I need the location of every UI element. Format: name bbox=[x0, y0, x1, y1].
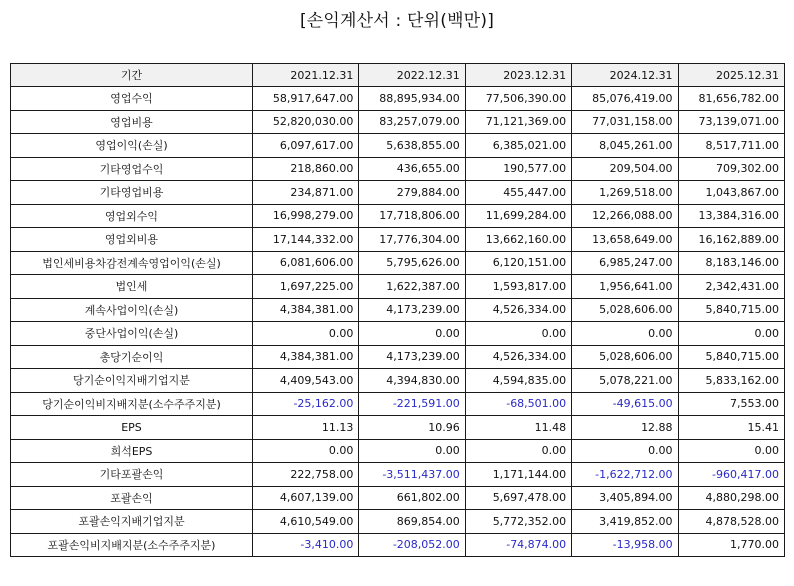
value-cell: 234,871.00 bbox=[253, 181, 359, 205]
page-title: [손익계산서 : 단위(백만)] bbox=[299, 11, 495, 31]
value-cell: 222,758.00 bbox=[253, 463, 359, 487]
value-cell: 455,447.00 bbox=[465, 181, 571, 205]
value-cell: 5,028,606.00 bbox=[572, 298, 678, 322]
table-row bbox=[11, 510, 785, 534]
value-cell: -74,874.00 bbox=[465, 533, 571, 557]
value-cell: 12.88 bbox=[572, 416, 678, 440]
value-cell: -68,501.00 bbox=[465, 392, 571, 416]
value-cell: 5,772,352.00 bbox=[465, 510, 571, 534]
row-label: 영업외비용 bbox=[11, 228, 253, 252]
row-label: 영업외수익 bbox=[11, 204, 253, 228]
row-label: 포괄손익비지배지분(소수주주지분) bbox=[11, 533, 253, 557]
value-cell: 4,384,381.00 bbox=[253, 298, 359, 322]
value-cell: 4,594,835.00 bbox=[465, 369, 571, 393]
value-cell: 436,655.00 bbox=[359, 157, 465, 181]
value-cell: 0.00 bbox=[359, 322, 465, 346]
row-label: 기타영업수익 bbox=[11, 157, 253, 181]
table-row bbox=[11, 463, 785, 487]
value-cell: 88,895,934.00 bbox=[359, 87, 465, 111]
value-cell: 0.00 bbox=[678, 322, 784, 346]
value-cell: 4,880,298.00 bbox=[678, 486, 784, 510]
row-label: 포괄손익 bbox=[11, 486, 253, 510]
row-label: EPS bbox=[11, 416, 253, 440]
income-statement-table bbox=[10, 63, 785, 557]
value-cell: 71,121,369.00 bbox=[465, 110, 571, 134]
value-cell: 2,342,431.00 bbox=[678, 275, 784, 299]
value-cell: 52,820,030.00 bbox=[253, 110, 359, 134]
value-cell: 0.00 bbox=[572, 322, 678, 346]
value-cell: 77,506,390.00 bbox=[465, 87, 571, 111]
value-cell: 16,162,889.00 bbox=[678, 228, 784, 252]
value-cell: 869,854.00 bbox=[359, 510, 465, 534]
value-cell: 4,409,543.00 bbox=[253, 369, 359, 393]
value-cell: 1,622,387.00 bbox=[359, 275, 465, 299]
row-label: 당기순이익지배기업지분 bbox=[11, 369, 253, 393]
row-label: 기타포괄손익 bbox=[11, 463, 253, 487]
value-cell: 4,878,528.00 bbox=[678, 510, 784, 534]
value-cell: 8,183,146.00 bbox=[678, 251, 784, 275]
value-cell: -13,958.00 bbox=[572, 533, 678, 557]
value-cell: 11.13 bbox=[253, 416, 359, 440]
table-row bbox=[11, 251, 785, 275]
value-cell: 6,385,021.00 bbox=[465, 134, 571, 158]
value-cell: 1,697,225.00 bbox=[253, 275, 359, 299]
value-cell: 190,577.00 bbox=[465, 157, 571, 181]
value-cell: 3,419,852.00 bbox=[572, 510, 678, 534]
value-cell: 83,257,079.00 bbox=[359, 110, 465, 134]
value-cell: 58,917,647.00 bbox=[253, 87, 359, 111]
value-cell: 77,031,158.00 bbox=[572, 110, 678, 134]
value-cell: 4,610,549.00 bbox=[253, 510, 359, 534]
value-cell: 6,097,617.00 bbox=[253, 134, 359, 158]
row-label: 기타영업비용 bbox=[11, 181, 253, 205]
table-row bbox=[11, 157, 785, 181]
row-label: 법인세 bbox=[11, 275, 253, 299]
table-row bbox=[11, 87, 785, 111]
year-header: 2021.12.31 bbox=[253, 64, 359, 87]
value-cell: 5,638,855.00 bbox=[359, 134, 465, 158]
value-cell: 6,120,151.00 bbox=[465, 251, 571, 275]
row-label: 계속사업이익(손실) bbox=[11, 298, 253, 322]
table-row bbox=[11, 110, 785, 134]
value-cell: 5,840,715.00 bbox=[678, 345, 784, 369]
table-row bbox=[11, 275, 785, 299]
value-cell: 6,985,247.00 bbox=[572, 251, 678, 275]
value-cell: 17,776,304.00 bbox=[359, 228, 465, 252]
value-cell: 16,998,279.00 bbox=[253, 204, 359, 228]
value-cell: 1,043,867.00 bbox=[678, 181, 784, 205]
value-cell: 5,795,626.00 bbox=[359, 251, 465, 275]
table-row bbox=[11, 439, 785, 463]
value-cell: 5,078,221.00 bbox=[572, 369, 678, 393]
header-row bbox=[11, 64, 785, 87]
value-cell: 5,840,715.00 bbox=[678, 298, 784, 322]
value-cell: 0.00 bbox=[572, 439, 678, 463]
value-cell: 6,081,606.00 bbox=[253, 251, 359, 275]
period-header: 기간 bbox=[11, 64, 253, 87]
value-cell: 13,384,316.00 bbox=[678, 204, 784, 228]
table-row bbox=[11, 322, 785, 346]
value-cell: 5,697,478.00 bbox=[465, 486, 571, 510]
row-label: 희석EPS bbox=[11, 439, 253, 463]
value-cell: 17,144,332.00 bbox=[253, 228, 359, 252]
value-cell: 15.41 bbox=[678, 416, 784, 440]
value-cell: 0.00 bbox=[359, 439, 465, 463]
value-cell: 709,302.00 bbox=[678, 157, 784, 181]
row-label: 영업이익(손실) bbox=[11, 134, 253, 158]
value-cell: 209,504.00 bbox=[572, 157, 678, 181]
value-cell: 17,718,806.00 bbox=[359, 204, 465, 228]
row-label: 중단사업이익(손실) bbox=[11, 322, 253, 346]
value-cell: 218,860.00 bbox=[253, 157, 359, 181]
value-cell: -49,615.00 bbox=[572, 392, 678, 416]
year-header: 2022.12.31 bbox=[359, 64, 465, 87]
table-row bbox=[11, 369, 785, 393]
value-cell: -960,417.00 bbox=[678, 463, 784, 487]
value-cell: 4,173,239.00 bbox=[359, 298, 465, 322]
year-header: 2025.12.31 bbox=[678, 64, 784, 87]
value-cell: -3,511,437.00 bbox=[359, 463, 465, 487]
value-cell: 8,045,261.00 bbox=[572, 134, 678, 158]
value-cell: 81,656,782.00 bbox=[678, 87, 784, 111]
value-cell: 3,405,894.00 bbox=[572, 486, 678, 510]
row-label: 총당기순이익 bbox=[11, 345, 253, 369]
value-cell: 0.00 bbox=[465, 439, 571, 463]
table-row bbox=[11, 486, 785, 510]
value-cell: 4,384,381.00 bbox=[253, 345, 359, 369]
value-cell: -208,052.00 bbox=[359, 533, 465, 557]
value-cell: -221,591.00 bbox=[359, 392, 465, 416]
value-cell: 5,028,606.00 bbox=[572, 345, 678, 369]
value-cell: 1,171,144.00 bbox=[465, 463, 571, 487]
row-label: 영업비용 bbox=[11, 110, 253, 134]
value-cell: 279,884.00 bbox=[359, 181, 465, 205]
value-cell: 1,956,641.00 bbox=[572, 275, 678, 299]
year-header: 2024.12.31 bbox=[572, 64, 678, 87]
table-row bbox=[11, 134, 785, 158]
value-cell: 12,266,088.00 bbox=[572, 204, 678, 228]
table-row bbox=[11, 533, 785, 557]
value-cell: 1,269,518.00 bbox=[572, 181, 678, 205]
table-row bbox=[11, 228, 785, 252]
value-cell: 1,770.00 bbox=[678, 533, 784, 557]
value-cell: 4,394,830.00 bbox=[359, 369, 465, 393]
row-label: 포괄손익지배기업지분 bbox=[11, 510, 253, 534]
value-cell: -25,162.00 bbox=[253, 392, 359, 416]
year-header: 2023.12.31 bbox=[465, 64, 571, 87]
row-label: 영업수익 bbox=[11, 87, 253, 111]
value-cell: 5,833,162.00 bbox=[678, 369, 784, 393]
value-cell: 11,699,284.00 bbox=[465, 204, 571, 228]
value-cell: -3,410.00 bbox=[253, 533, 359, 557]
value-cell: 0.00 bbox=[465, 322, 571, 346]
table-row bbox=[11, 392, 785, 416]
value-cell: 4,526,334.00 bbox=[465, 298, 571, 322]
value-cell: 0.00 bbox=[678, 439, 784, 463]
row-label: 법인세비용차감전계속영업이익(손실) bbox=[11, 251, 253, 275]
row-label: 당기순이익비지배지분(소수주주지분) bbox=[11, 392, 253, 416]
value-cell: 13,658,649.00 bbox=[572, 228, 678, 252]
table-row bbox=[11, 345, 785, 369]
value-cell: 0.00 bbox=[253, 439, 359, 463]
value-cell: 8,517,711.00 bbox=[678, 134, 784, 158]
value-cell: 4,607,139.00 bbox=[253, 486, 359, 510]
value-cell: 85,076,419.00 bbox=[572, 87, 678, 111]
value-cell: 4,173,239.00 bbox=[359, 345, 465, 369]
value-cell: -1,622,712.00 bbox=[572, 463, 678, 487]
value-cell: 73,139,071.00 bbox=[678, 110, 784, 134]
value-cell: 13,662,160.00 bbox=[465, 228, 571, 252]
table-row bbox=[11, 181, 785, 205]
value-cell: 4,526,334.00 bbox=[465, 345, 571, 369]
value-cell: 661,802.00 bbox=[359, 486, 465, 510]
table-body bbox=[11, 87, 785, 557]
value-cell: 10.96 bbox=[359, 416, 465, 440]
table-row bbox=[11, 298, 785, 322]
value-cell: 11.48 bbox=[465, 416, 571, 440]
value-cell: 7,553.00 bbox=[678, 392, 784, 416]
table-row bbox=[11, 204, 785, 228]
value-cell: 1,593,817.00 bbox=[465, 275, 571, 299]
table-row bbox=[11, 416, 785, 440]
value-cell: 0.00 bbox=[253, 322, 359, 346]
